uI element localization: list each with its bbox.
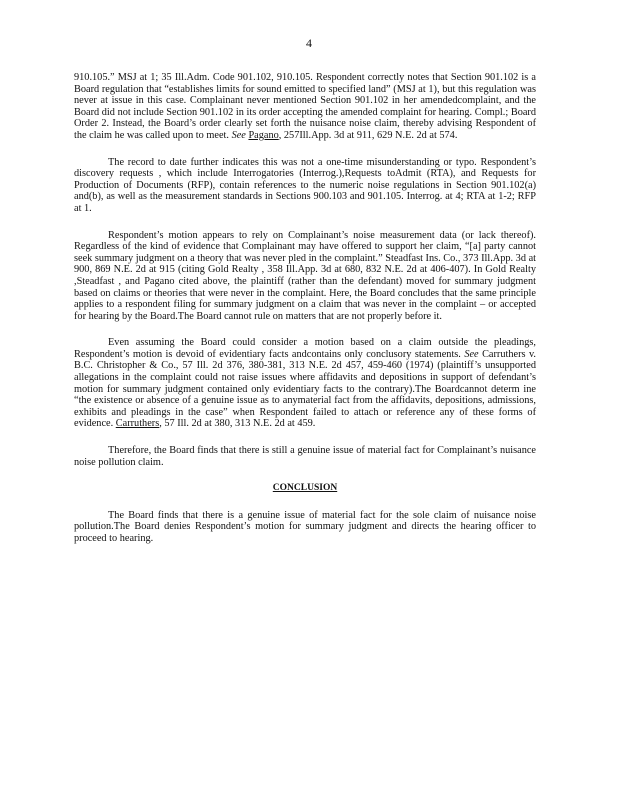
page-number: 4 (306, 36, 312, 50)
paragraph-4-text: Even assuming the Board could consider a motion based on a claim outside the pleadings, Respondent’s motion is devoid of evidentiary facts andcontains only conclusory statements. (74, 337, 536, 360)
paragraph-4 (74, 337, 536, 430)
conclusion-paragraph: The Board finds that there is a genuine issue of material fact for the sole claim of nuisance noise pollution.The Board denies Respondent’s motion for summary judgment and directs the hearing officer to proceed to hearing. (74, 509, 536, 544)
paragraph-1-pincite: , 257Ill.App. 3d at 911, 629 N.E. 2d at 574. (278, 129, 458, 141)
see-signal: See (464, 348, 479, 360)
paragraph-4-citation: Carruthers v. B.C. Christopher & Co., 57 Ill. 2d 376, 380-381, 313 N.E. 2d 457, 459-460 (1974) (plaintiff’s unsupported allegations in the complaint could not raise issues where affidavits and depositions in support of defendant’s motion for summary judgment contained only evidentiary facts to the contrary).The Boardcannot determ ine “the existence or absence of a genuine issue as to anymaterial fact from the affidavits, depositions, admissions, exhibits and pleadings in the case” when Respondent failed to attach or reference any of these forms of evidence. (74, 348, 537, 430)
conclusion-heading-text: CONCLUSION (272, 483, 338, 494)
paragraph-1 (74, 72, 536, 142)
paragraph-1-text: 910.105.” MSJ at 1; 35 Ill.Adm. Code 901.102, 910.105. Respondent correctly notes that Section 901.102 is a Board regulation that “establishes limits for sound emitted to specified land” (MSJ at 1), but this regulation was never at issue in this case. Complainant never mentioned Section 901.102 in her amendedcomplaint, and the Board did not include Section 901.102 in its order accepting the amended complaint for hearing. Compl.; Board Order 2. Instead, the Board’s order clearly set forth the nuisance noise claim, thereby advising Respondent of the claim he was called upon to meet. (74, 72, 536, 141)
paragraph-2: The record to date further indicates this was not a one-time misunderstanding or typo. Respondent’s discovery requests , which include Interrogatories (Interrog.),Requests toAdmit (RTA), and Requests for Production of Documents (RFP), contain references to the numeric noise regulations in Section 901.102(a) and(b), as well as the measurement standards in Sections 900.103 and 901.105. Interrog. at 4; RTA at 1-2; RFP at 1. (74, 156, 536, 214)
case-citation-pagano: Pagano (248, 129, 279, 141)
case-citation-carruthers: Carruthers (115, 418, 160, 430)
conclusion-heading (74, 483, 536, 496)
paragraph-3: Respondent’s motion appears to rely on Complainant’s noise measurement data (or lack thereof). Regardless of the kind of evidence that Complainant may have offered to support her claim, “[a] party cannot seek summary judgment on a theory that was never pled in the complaint.” Steadfast Ins. Co., 373 Ill.App. 3d at 900, 869 N.E. 2d at 915 (citing Gold Realty , 358 Ill.App. 3d at 680, 832 N.E. 2d at 406-407). In Gold Realty ,Steadfast , and Pagano cited above, the plaintiff (rather than the defendant) moved for summary judgment based on claims or theories that were never in the complaint. Here, the Board concludes that the same principle applies to a respondent filing for summary judgment on a claim that was never in the complaint – or accepted for hearing by the Board.The Board cannot rule on matters that are not properly before it. (74, 229, 536, 322)
paragraph-5: Therefore, the Board finds that there is still a genuine issue of material fact for Complainant’s nuisance noise pollution claim. (74, 445, 536, 468)
paragraph-4-pincite: , 57 Ill. 2d at 380, 313 N.E. 2d at 459. (159, 418, 316, 430)
see-signal: See (231, 129, 246, 141)
document-body (74, 72, 536, 560)
